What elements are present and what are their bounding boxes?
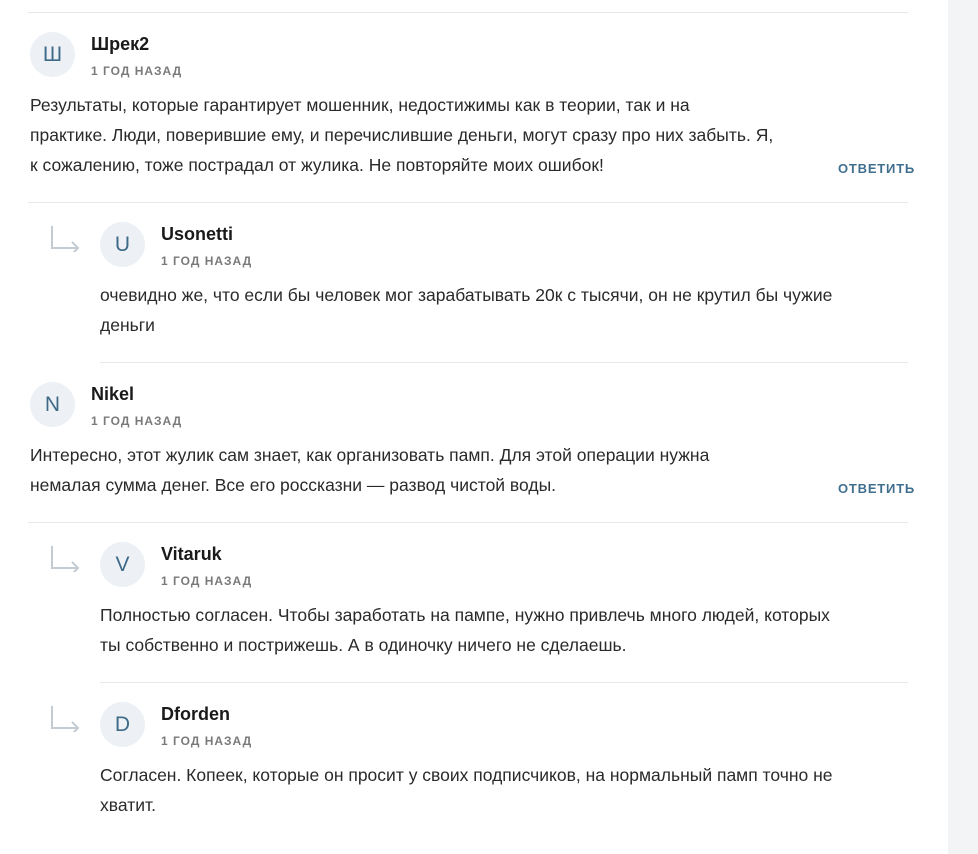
reply-button[interactable]: ОТВЕТИТЬ	[838, 161, 916, 176]
comment-text	[30, 440, 709, 500]
comment-vitaruk	[100, 542, 908, 672]
comment-text-line: очевидно же, что если бы человек мог зарабатывать 20к с тысячи, он не крутил бы чужие	[100, 285, 833, 305]
comment-text-line: практике. Люди, поверившие ему, и перечислившие деньги, могут сразу про них забыть. Я,	[30, 125, 774, 145]
comment-dforden	[100, 702, 908, 832]
page-side-background	[948, 0, 978, 854]
comment-text-line: Результаты, которые гарантирует мошенник, недостижимы как в теории, так и на	[30, 95, 690, 115]
comment-text-line: хватит.	[100, 795, 156, 815]
comment-text-line: немалая сумма денег. Все его россказни — развод чистой воды.	[30, 475, 557, 495]
comment-author[interactable]: Nikel	[91, 384, 135, 404]
comment-text	[100, 280, 832, 340]
comment-shrek2	[30, 32, 916, 192]
comment-text	[100, 760, 833, 820]
reply-arrow-icon	[48, 224, 82, 252]
comment-author[interactable]: Dforden	[161, 704, 230, 724]
comment-text-line: ты собственно и пострижешь. А в одиночку ничего не сделаешь.	[100, 635, 627, 655]
reply-arrow-icon	[48, 704, 82, 732]
comment-divider	[28, 522, 908, 523]
comment-author[interactable]: Шрек2	[91, 34, 150, 54]
comment-divider	[100, 362, 908, 363]
avatar: N	[30, 382, 75, 427]
comment-text-line: Полностью согласен. Чтобы заработать на пампе, нужно привлечь много людей, которых	[100, 605, 830, 625]
comment-author[interactable]: Vitaruk	[161, 544, 222, 564]
comment-date: 1 ГОД НАЗАД	[161, 574, 253, 588]
comment-date: 1 ГОД НАЗАД	[91, 414, 183, 428]
avatar: V	[100, 542, 145, 587]
comment-text-line: Согласен. Копеек, которые он просит у своих подписчиков, на нормальный памп точно не	[100, 765, 833, 785]
comment-text-line: деньги	[100, 315, 155, 335]
comment-text	[30, 90, 773, 180]
comment-nikel	[30, 382, 916, 512]
avatar: Ш	[30, 32, 75, 77]
avatar: D	[100, 702, 145, 747]
comment-date: 1 ГОД НАЗАД	[91, 64, 183, 78]
comment-text	[100, 600, 830, 660]
comment-date: 1 ГОД НАЗАД	[161, 734, 253, 748]
reply-arrow-icon	[48, 544, 82, 572]
comment-divider	[28, 12, 908, 13]
comment-divider	[100, 682, 908, 683]
comment-divider	[28, 202, 908, 203]
avatar: U	[100, 222, 145, 267]
comment-usonetti	[100, 222, 908, 352]
comment-text-line: Интересно, этот жулик сам знает, как организовать памп. Для этой операции нужна	[30, 445, 710, 465]
comment-text-line: к сожалению, тоже пострадал от жулика. Не повторяйте моих ошибок!	[30, 155, 604, 175]
comment-author[interactable]: Usonetti	[161, 224, 233, 244]
comment-date: 1 ГОД НАЗАД	[161, 254, 253, 268]
reply-button[interactable]: ОТВЕТИТЬ	[838, 481, 916, 496]
